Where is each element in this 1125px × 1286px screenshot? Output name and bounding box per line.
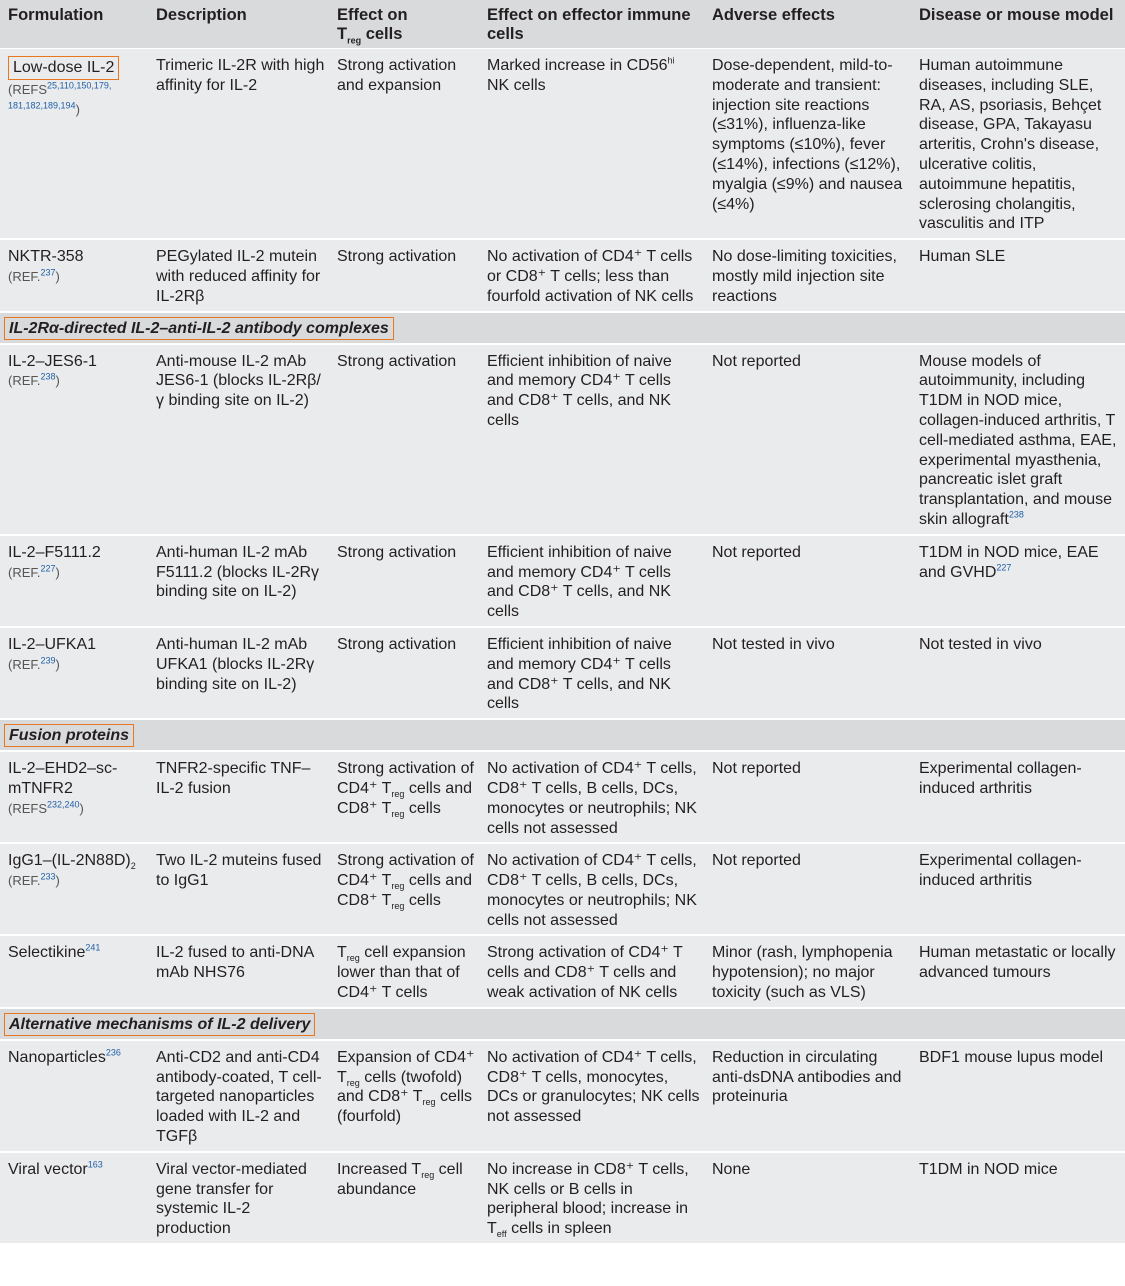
formulation-name: Nanoparticles (8, 1048, 106, 1066)
description-cell: Trimeric IL-2R with high affinity for IL-2 (148, 49, 329, 240)
ref-suffix: ) (75, 101, 80, 117)
formulation-name: NKTR-358 (8, 248, 84, 266)
section-row-alternative (0, 1008, 1125, 1040)
table-row (0, 1040, 1125, 1152)
ref-label (8, 269, 60, 284)
disease-cell: Human autoimmune diseases, including SLE, RA, AS, psoriasis, Behçet disease, GPA, Takayasu arteritis, Crohn's disease, ulcerative colitis, autoimmune hepatitis, sclerosing cholangitis, vasculitis and ITP (911, 49, 1125, 240)
header-effect-treg-sub: reg (347, 35, 362, 46)
treg-cell (329, 843, 479, 935)
adverse-cell: Minor (rash, lymphopenia hypotension); no major toxicity (such as VLS) (704, 935, 911, 1007)
formulation-name: IL-2–F5111.2 (8, 543, 101, 561)
formulation-cell (0, 535, 148, 627)
formulation-cell (0, 1040, 148, 1152)
section-cell (0, 312, 1125, 344)
description-cell: Anti-human IL-2 mAb F5111.2 (blocks IL-2Rγ binding site on IL-2) (148, 535, 329, 627)
formulation-cell (0, 627, 148, 719)
header-formulation: Formulation (0, 0, 148, 49)
disease-cell: Not tested in vivo (911, 627, 1125, 719)
treg-text-c: cells (404, 891, 441, 909)
effector-cell (479, 49, 704, 240)
effector-cell: No activation of CD4⁺ T cells, CD8⁺ T cells, B cells, DCs, monocytes or neutrophils; NK cells not assessed (479, 843, 704, 935)
ref-label (8, 657, 60, 672)
disease-cell: Experimental collagen-induced arthritis (911, 751, 1125, 843)
ref-numbers: 239 (40, 655, 56, 666)
section-row-fusion (0, 719, 1125, 751)
formulation-cell (0, 843, 148, 935)
header-effect-treg (329, 0, 479, 49)
disease-cell: T1DM in NOD mice (911, 1152, 1125, 1244)
description-cell: Anti-mouse IL-2 mAb JES6-1 (blocks IL-2Rβ/γ binding site on IL-2) (148, 344, 329, 535)
effector-text-a: No increase in CD8⁺ T cells, NK cells or B cells in peripheral blood; increase in T (487, 1160, 689, 1238)
formulation-cell (0, 49, 148, 240)
treg-cell (329, 1040, 479, 1152)
treg-text-b: cells and CD8⁺ T (337, 872, 472, 909)
disease-ref: 238 (1008, 509, 1024, 520)
adverse-cell: Not reported (704, 344, 911, 535)
effector-cell: Strong activation of CD4⁺ T cells and CD8⁺ T cells and weak activation of NK cells (479, 935, 704, 1007)
ref-suffix: ) (79, 800, 84, 816)
ref-prefix: (REF. (8, 564, 41, 580)
treg-text-a: Strong activation of CD4⁺ T (337, 852, 474, 890)
treg-text-a: Expansion of CD4⁺ T (337, 1048, 475, 1086)
effector-sub: eff (496, 1229, 507, 1240)
disease-cell: Human SLE (911, 239, 1125, 311)
formulation-name: Viral vector (8, 1160, 88, 1178)
effector-cell: No activation of CD4⁺ T cells, CD8⁺ T cells, monocytes, DCs or granulocytes; NK cells not assessed (479, 1040, 704, 1152)
header-effect-effector: Effect on effector immune cells (479, 0, 704, 49)
formulation-ref: 163 (87, 1159, 103, 1170)
adverse-cell: None (704, 1152, 911, 1244)
treg-cell (329, 935, 479, 1007)
treg-sub: reg (391, 808, 405, 819)
ref-numbers: 238 (40, 372, 56, 383)
treg-text-b: cell expansion lower than that of CD4⁺ T cells (337, 944, 466, 1002)
formulation-cell (0, 751, 148, 843)
description-cell: TNFR2-specific TNF–IL-2 fusion (148, 751, 329, 843)
table-row (0, 843, 1125, 935)
ref-suffix: ) (55, 873, 60, 889)
treg-text-a: Strong activation of CD4⁺ T (337, 760, 474, 797)
ref-suffix: ) (55, 656, 60, 672)
treg-sub: reg (391, 789, 405, 800)
ref-label (8, 565, 60, 580)
formulation-ref: 236 (105, 1047, 121, 1058)
effector-cell: Efficient inhibition of naive and memory CD4⁺ T cells and CD8⁺ T cells, and NK cells (479, 627, 704, 719)
treg-text-b: cell abundance (337, 1160, 463, 1198)
header-disease: Disease or mouse model (911, 0, 1125, 49)
effector-cell: Efficient inhibition of naive and memory CD4⁺ T cells and CD8⁺ T cells, and NK cells (479, 344, 704, 535)
section-title-alternative: Alternative mechanisms of IL-2 delivery (4, 1013, 315, 1036)
disease-text: Mouse models of autoimmunity, including T1DM in NOD mice, collagen-induced arthritis, T cell-mediated asthma, EAE, experimental myasthenia, pancreatic islet graft transplantation, and mouse skin allograft (919, 352, 1117, 528)
ref-numbers: 25,110,150,179, 181,182,189,194 (8, 80, 112, 111)
disease-cell (911, 535, 1125, 627)
treg-cell: Strong activation (329, 627, 479, 719)
ref-numbers: 232,240 (47, 799, 80, 810)
disease-cell: Experimental collagen-induced arthritis (911, 843, 1125, 935)
formulation-name: IL-2–UFKA1 (8, 635, 97, 653)
section-row-il2ra (0, 312, 1125, 344)
disease-cell: Human metastatic or locally advanced tumours (911, 935, 1125, 1007)
ref-numbers: 227 (40, 563, 56, 574)
adverse-cell: Not tested in vivo (704, 627, 911, 719)
ref-prefix: (REFS (8, 800, 47, 816)
table-row (0, 239, 1125, 311)
description-cell: IL-2 fused to anti-DNA mAb NHS76 (148, 935, 329, 1007)
treg-sub: reg (346, 1077, 360, 1088)
formulation-name: IgG1–(IL-2N88D) (8, 852, 131, 870)
header-row (0, 0, 1125, 49)
formulation-name: Selectikine (8, 944, 86, 962)
effector-text: Marked increase in CD56 (487, 57, 668, 74)
ref-label (8, 801, 84, 816)
adverse-cell: Not reported (704, 535, 911, 627)
formulation-name: Low-dose IL-2 (8, 56, 119, 80)
description-cell: Two IL-2 muteins fused to IgG1 (148, 843, 329, 935)
formulation-cell (0, 935, 148, 1007)
formulation-name: IL-2–EHD2–sc-mTNFR2 (8, 760, 118, 797)
ref-suffix: ) (55, 564, 60, 580)
section-cell (0, 719, 1125, 751)
table-row (0, 49, 1125, 240)
treg-cell: Strong activation (329, 239, 479, 311)
ref-suffix: ) (55, 373, 60, 389)
treg-cell: Strong activation (329, 344, 479, 535)
section-cell (0, 1008, 1125, 1040)
section-title-il2ra: IL-2Rα-directed IL-2–anti-IL-2 antibody complexes (4, 317, 394, 340)
effector-cell: Efficient inhibition of naive and memory CD4⁺ T cells and CD8⁺ T cells, and NK cells (479, 535, 704, 627)
ref-prefix: (REF. (8, 873, 41, 889)
header-effect-treg-b: T (337, 25, 348, 43)
adverse-cell: Not reported (704, 751, 911, 843)
adverse-cell: No dose-limiting toxicities, mostly mild injection site reactions (704, 239, 911, 311)
treg-sub: reg (391, 901, 405, 912)
table-row (0, 627, 1125, 719)
treg-text-c: cells (fourfold) (337, 1088, 472, 1126)
effector-cell (479, 1152, 704, 1244)
table-row (0, 751, 1125, 843)
treg-sub: reg (421, 1170, 435, 1181)
section-title-fusion: Fusion proteins (4, 724, 134, 747)
treg-sub: reg (422, 1097, 436, 1108)
adverse-cell: Reduction in circulating anti-dsDNA antibodies and proteinuria (704, 1040, 911, 1152)
header-adverse: Adverse effects (704, 0, 911, 49)
effector-tail: NK cells (487, 76, 546, 94)
ref-prefix: (REF. (8, 268, 41, 284)
header-effect-treg-a: Effect on (337, 6, 408, 24)
table-row (0, 344, 1125, 535)
disease-text: T1DM in NOD mice, EAE and GVHD (919, 543, 1099, 581)
treg-text-b: cells (twofold) and CD8⁺ T (337, 1068, 463, 1106)
disease-cell (911, 344, 1125, 535)
ref-prefix: (REFS (8, 81, 47, 97)
effector-text-b: cells in spleen (506, 1220, 612, 1238)
table-row (0, 935, 1125, 1007)
adverse-cell: Dose-dependent, mild-to-moderate and transient: injection site reactions (≤31%), influenza-like symptoms (≤10%), fever (≤14%), infections (≤12%), myalgia (≤9%) and nausea (≤4%) (704, 49, 911, 240)
table-row (0, 535, 1125, 627)
formulation-name: IL-2–JES6-1 (8, 352, 97, 370)
treg-sub: reg (391, 881, 405, 892)
ref-label (8, 873, 60, 888)
ref-numbers: 237 (40, 267, 56, 278)
treg-cell: Strong activation (329, 535, 479, 627)
treg-text-b: cells and CD8⁺ T (337, 779, 472, 817)
treg-sub: reg (346, 953, 360, 964)
formulation-cell (0, 1152, 148, 1244)
treg-text-a: T (337, 944, 347, 962)
adverse-cell: Not reported (704, 843, 911, 935)
disease-cell: BDF1 mouse lupus model (911, 1040, 1125, 1152)
description-cell: PEGylated IL-2 mutein with reduced affinity for IL-2Rβ (148, 239, 329, 311)
formulation-ref: 241 (85, 943, 101, 954)
disease-ref: 227 (996, 562, 1012, 573)
ref-label (8, 82, 111, 117)
effector-cell: No activation of CD4⁺ T cells or CD8⁺ T cells; less than fourfold activation of NK cells (479, 239, 704, 311)
table-row (0, 1152, 1125, 1244)
formulation-sub: 2 (130, 861, 136, 872)
treg-text-a: Increased T (337, 1160, 422, 1178)
effector-cell: No activation of CD4⁺ T cells, CD8⁺ T cells, B cells, DCs, monocytes or neutrophils; NK cells not assessed (479, 751, 704, 843)
header-effect-treg-c: cells (361, 25, 403, 43)
formulation-cell (0, 239, 148, 311)
treg-cell: Strong activation and expansion (329, 49, 479, 240)
effector-sup: hi (667, 55, 675, 66)
description-cell: Anti-CD2 and anti-CD4 antibody-coated, T cell-targeted nanoparticles loaded with IL-2 and TGFβ (148, 1040, 329, 1152)
description-cell: Viral vector-mediated gene transfer for systemic IL-2 production (148, 1152, 329, 1244)
ref-numbers: 233 (40, 871, 56, 882)
ref-prefix: (REF. (8, 656, 41, 672)
ref-suffix: ) (55, 268, 60, 284)
treg-cell (329, 1152, 479, 1244)
ref-prefix: (REF. (8, 373, 41, 389)
treg-text-c: cells (404, 799, 441, 817)
description-cell: Anti-human IL-2 mAb UFKA1 (blocks IL-2Rγ binding site on IL-2) (148, 627, 329, 719)
formulation-cell (0, 344, 148, 535)
header-description: Description (148, 0, 329, 49)
ref-label (8, 373, 60, 388)
treg-cell (329, 751, 479, 843)
